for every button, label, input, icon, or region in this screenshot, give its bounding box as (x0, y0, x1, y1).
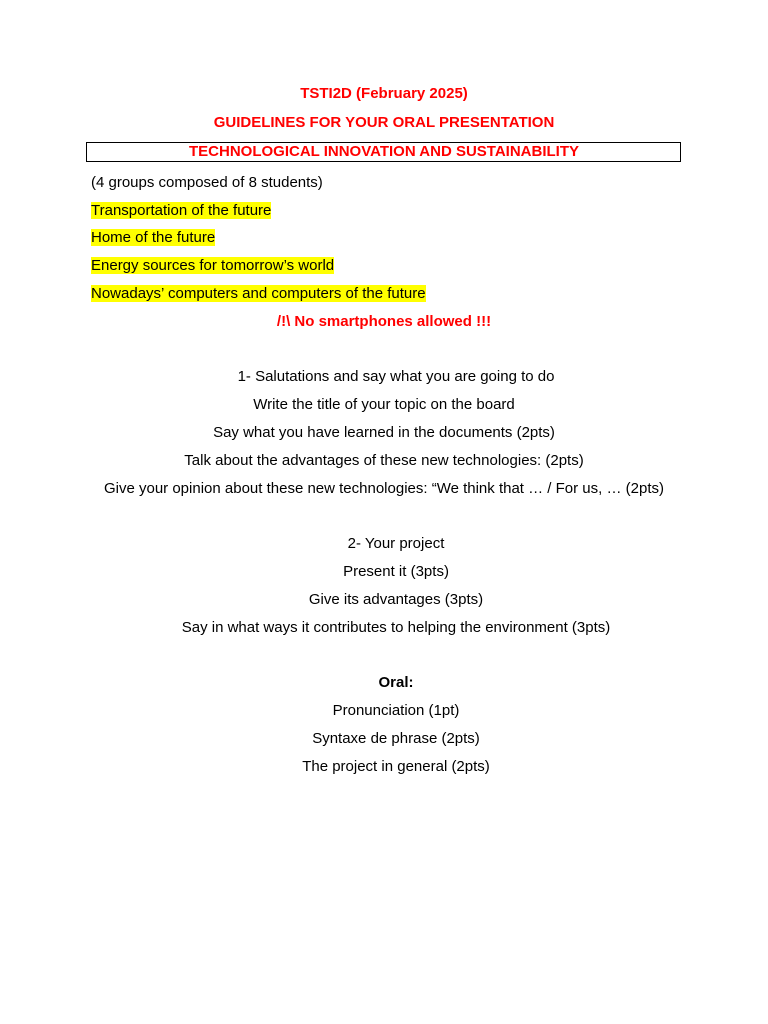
oral-item: The project in general (2pts) (302, 758, 490, 775)
guidelines-title: GUIDELINES FOR YOUR ORAL PRESENTATION (213, 114, 555, 131)
topic-item (91, 229, 215, 247)
oral-item: Pronunciation (1pt) (332, 702, 460, 719)
section1-item: Talk about the advantages of these new technologies: (2pts) (184, 452, 584, 469)
theme-title: TECHNOLOGICAL INNOVATION AND SUSTAINABILITY (189, 143, 579, 160)
topic-item (91, 285, 426, 303)
section2-item: Present it (3pts) (343, 563, 449, 580)
topic-item (91, 202, 271, 220)
section2-heading: 2- Your project (347, 535, 445, 552)
section1-item: Say what you have learned in the documents (2pts) (213, 424, 555, 441)
smartphone-warning: /!\ No smartphones allowed !!! (276, 313, 492, 330)
section1-heading: 1- Salutations and say what you are going to do (237, 368, 555, 385)
section2-item: Give its advantages (3pts) (308, 591, 484, 608)
oral-item: Syntaxe de phrase (2pts) (312, 730, 480, 747)
class-title: TSTI2D (February 2025) (300, 85, 468, 102)
oral-heading: Oral: (378, 674, 414, 691)
section1-item: Give your opinion about these new technologies: “We think that … / For us, … (2pts) (103, 480, 664, 497)
section2-item: Say in what ways it contributes to helping the environment (3pts) (181, 619, 611, 636)
topic-label: Energy sources for tomorrow’s world (91, 257, 335, 274)
groups-intro: (4 groups composed of 8 students) (91, 174, 323, 191)
section1-item: Write the title of your topic on the board (253, 396, 515, 413)
topic-label: Home of the future (91, 229, 216, 246)
topic-item (91, 257, 334, 275)
topic-label: Transportation of the future (91, 202, 272, 219)
topic-label: Nowadays’ computers and computers of the future (91, 285, 426, 302)
